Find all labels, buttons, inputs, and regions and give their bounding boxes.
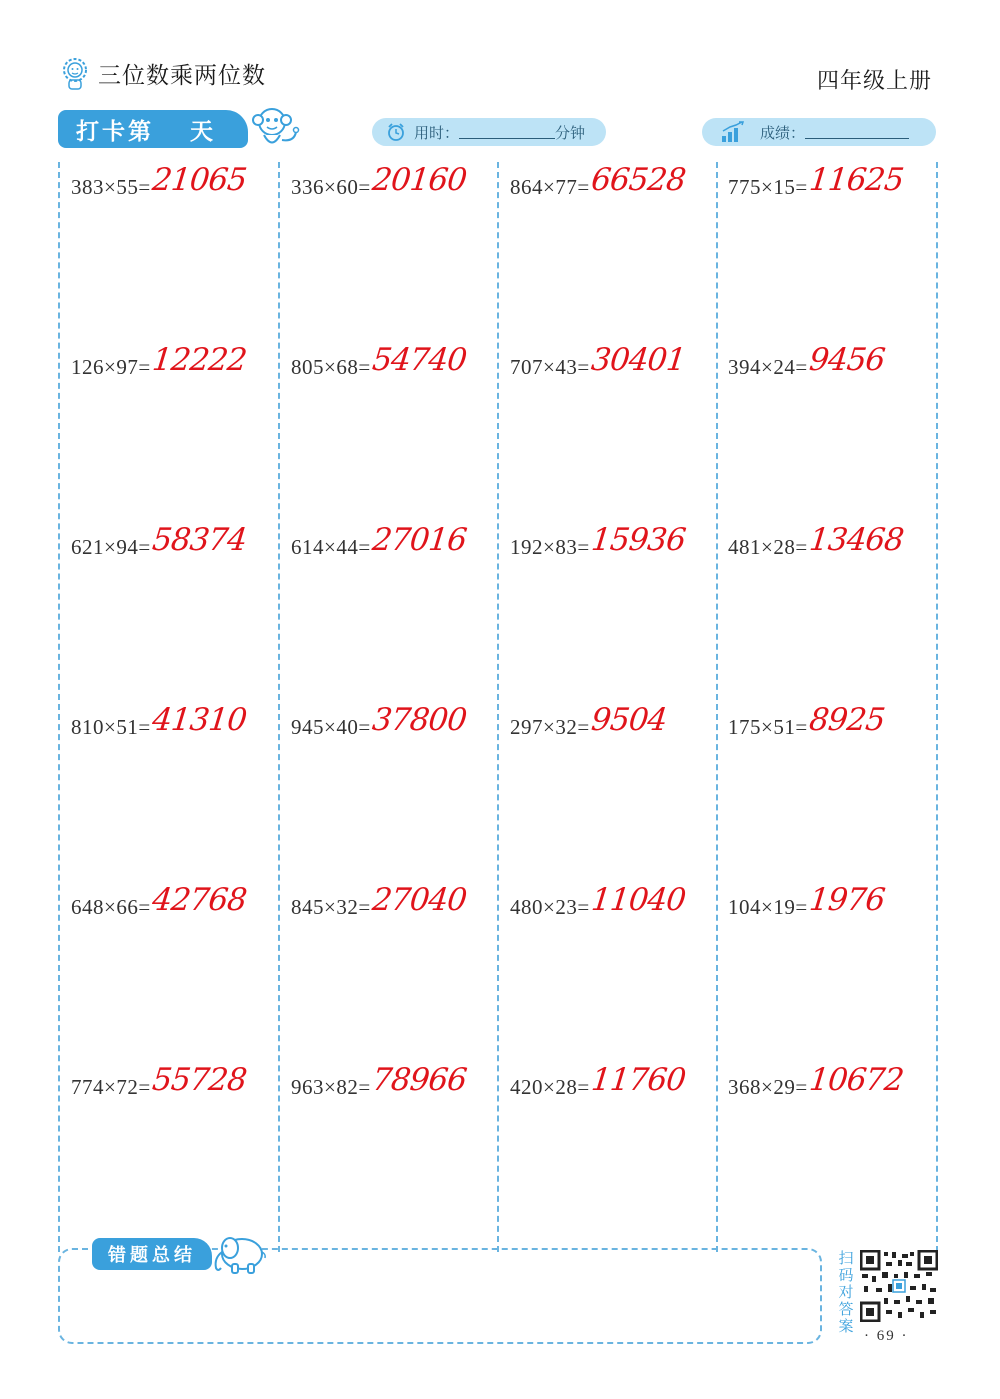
time-unit: 分钟 bbox=[555, 123, 586, 142]
problem-item bbox=[728, 522, 905, 562]
answer-handwritten: 58374 bbox=[150, 522, 248, 558]
time-field bbox=[372, 118, 606, 146]
problem-expression: 383×55= bbox=[71, 175, 151, 199]
problem-expression: 614×44= bbox=[291, 535, 371, 559]
problem-item bbox=[510, 882, 687, 922]
answer-handwritten: 20160 bbox=[370, 162, 468, 198]
problem-expression: 481×28= bbox=[728, 535, 808, 559]
problem-item bbox=[71, 522, 248, 562]
checkin-tag bbox=[58, 110, 248, 148]
problem-expression: 192×83= bbox=[510, 535, 590, 559]
problem-item bbox=[291, 702, 468, 742]
problem-item bbox=[728, 162, 905, 202]
answer-handwritten: 12222 bbox=[150, 342, 248, 378]
score-field bbox=[702, 118, 936, 146]
clock-icon bbox=[386, 122, 406, 142]
problem-expression: 945×40= bbox=[291, 715, 371, 739]
lion-icon bbox=[60, 56, 90, 90]
problem-item bbox=[728, 702, 886, 742]
problem-item bbox=[510, 1062, 687, 1102]
answer-handwritten: 37800 bbox=[370, 702, 468, 738]
problem-item bbox=[71, 342, 248, 382]
problem-expression: 775×15= bbox=[728, 175, 808, 199]
problem-expression: 864×77= bbox=[510, 175, 590, 199]
problem-item bbox=[71, 702, 248, 742]
answer-handwritten: 10672 bbox=[807, 1062, 905, 1098]
problem-item bbox=[71, 162, 248, 202]
answer-handwritten: 11760 bbox=[589, 1062, 687, 1098]
column-divider bbox=[497, 162, 499, 1252]
column-divider bbox=[716, 162, 718, 1252]
answer-handwritten: 42768 bbox=[150, 882, 248, 918]
monkey-icon bbox=[246, 98, 302, 154]
problem-item bbox=[510, 342, 687, 382]
mistake-summary-label: 错题总结 bbox=[92, 1238, 212, 1270]
answer-handwritten: 15936 bbox=[589, 522, 687, 558]
answer-handwritten: 30401 bbox=[589, 342, 687, 378]
answer-handwritten: 54740 bbox=[370, 342, 468, 378]
problem-item bbox=[728, 1062, 905, 1102]
problem-expression: 394×24= bbox=[728, 355, 808, 379]
checkin-suffix: 天 bbox=[190, 118, 216, 145]
problem-expression: 336×60= bbox=[291, 175, 371, 199]
answer-handwritten: 27016 bbox=[370, 522, 468, 558]
answer-handwritten: 78966 bbox=[370, 1062, 468, 1098]
answer-handwritten: 8925 bbox=[807, 702, 886, 738]
scan-for-answers-label: 扫码对答案 bbox=[838, 1249, 854, 1335]
problem-item bbox=[291, 522, 468, 562]
problem-item bbox=[291, 1062, 468, 1102]
score-label: 成绩： bbox=[760, 123, 806, 142]
column-divider bbox=[278, 162, 280, 1252]
problem-expression: 126×97= bbox=[71, 355, 151, 379]
answer-handwritten: 11040 bbox=[589, 882, 687, 918]
problem-expression: 845×32= bbox=[291, 895, 371, 919]
problem-expression: 420×28= bbox=[510, 1075, 590, 1099]
problem-expression: 805×68= bbox=[291, 355, 371, 379]
grade-label: 四年级上册 bbox=[816, 69, 932, 94]
problem-expression: 104×19= bbox=[728, 895, 808, 919]
problem-item bbox=[510, 162, 687, 202]
bar-chart-icon bbox=[720, 121, 746, 143]
problem-item bbox=[728, 342, 886, 382]
problem-item bbox=[510, 702, 668, 742]
problem-item bbox=[291, 342, 468, 382]
problem-item bbox=[71, 1062, 248, 1102]
problem-expression: 368×29= bbox=[728, 1075, 808, 1099]
problem-item bbox=[71, 882, 248, 922]
answer-handwritten: 13468 bbox=[807, 522, 905, 558]
problem-expression: 810×51= bbox=[71, 715, 151, 739]
problem-item bbox=[291, 162, 468, 202]
answer-handwritten: 9456 bbox=[807, 342, 886, 378]
score-input[interactable] bbox=[805, 125, 909, 139]
answer-handwritten: 27040 bbox=[370, 882, 468, 918]
qr-code-icon[interactable] bbox=[860, 1250, 938, 1322]
elephant-icon bbox=[208, 1228, 270, 1276]
answer-handwritten: 41310 bbox=[150, 702, 248, 738]
answer-handwritten: 11625 bbox=[807, 162, 905, 198]
problem-item bbox=[510, 522, 687, 562]
answer-handwritten: 21065 bbox=[150, 162, 248, 198]
problem-expression: 963×82= bbox=[291, 1075, 371, 1099]
problem-expression: 297×32= bbox=[510, 715, 590, 739]
time-input[interactable] bbox=[459, 125, 555, 139]
answer-handwritten: 66528 bbox=[589, 162, 687, 198]
problem-item bbox=[291, 882, 468, 922]
answer-handwritten: 9504 bbox=[589, 702, 668, 738]
problem-expression: 621×94= bbox=[71, 535, 151, 559]
problem-expression: 648×66= bbox=[71, 895, 151, 919]
page-number: · 69 · bbox=[864, 1328, 909, 1344]
page-header bbox=[60, 56, 266, 90]
problem-item bbox=[728, 882, 886, 922]
problem-expression: 707×43= bbox=[510, 355, 590, 379]
checkin-prefix: 打卡第 bbox=[76, 118, 154, 145]
page-title: 三位数乘两位数 bbox=[98, 62, 266, 89]
time-label: 用时： bbox=[414, 123, 460, 142]
problem-expression: 774×72= bbox=[71, 1075, 151, 1099]
problem-expression: 480×23= bbox=[510, 895, 590, 919]
answer-handwritten: 1976 bbox=[807, 882, 886, 918]
problem-expression: 175×51= bbox=[728, 715, 808, 739]
answer-handwritten: 55728 bbox=[150, 1062, 248, 1098]
